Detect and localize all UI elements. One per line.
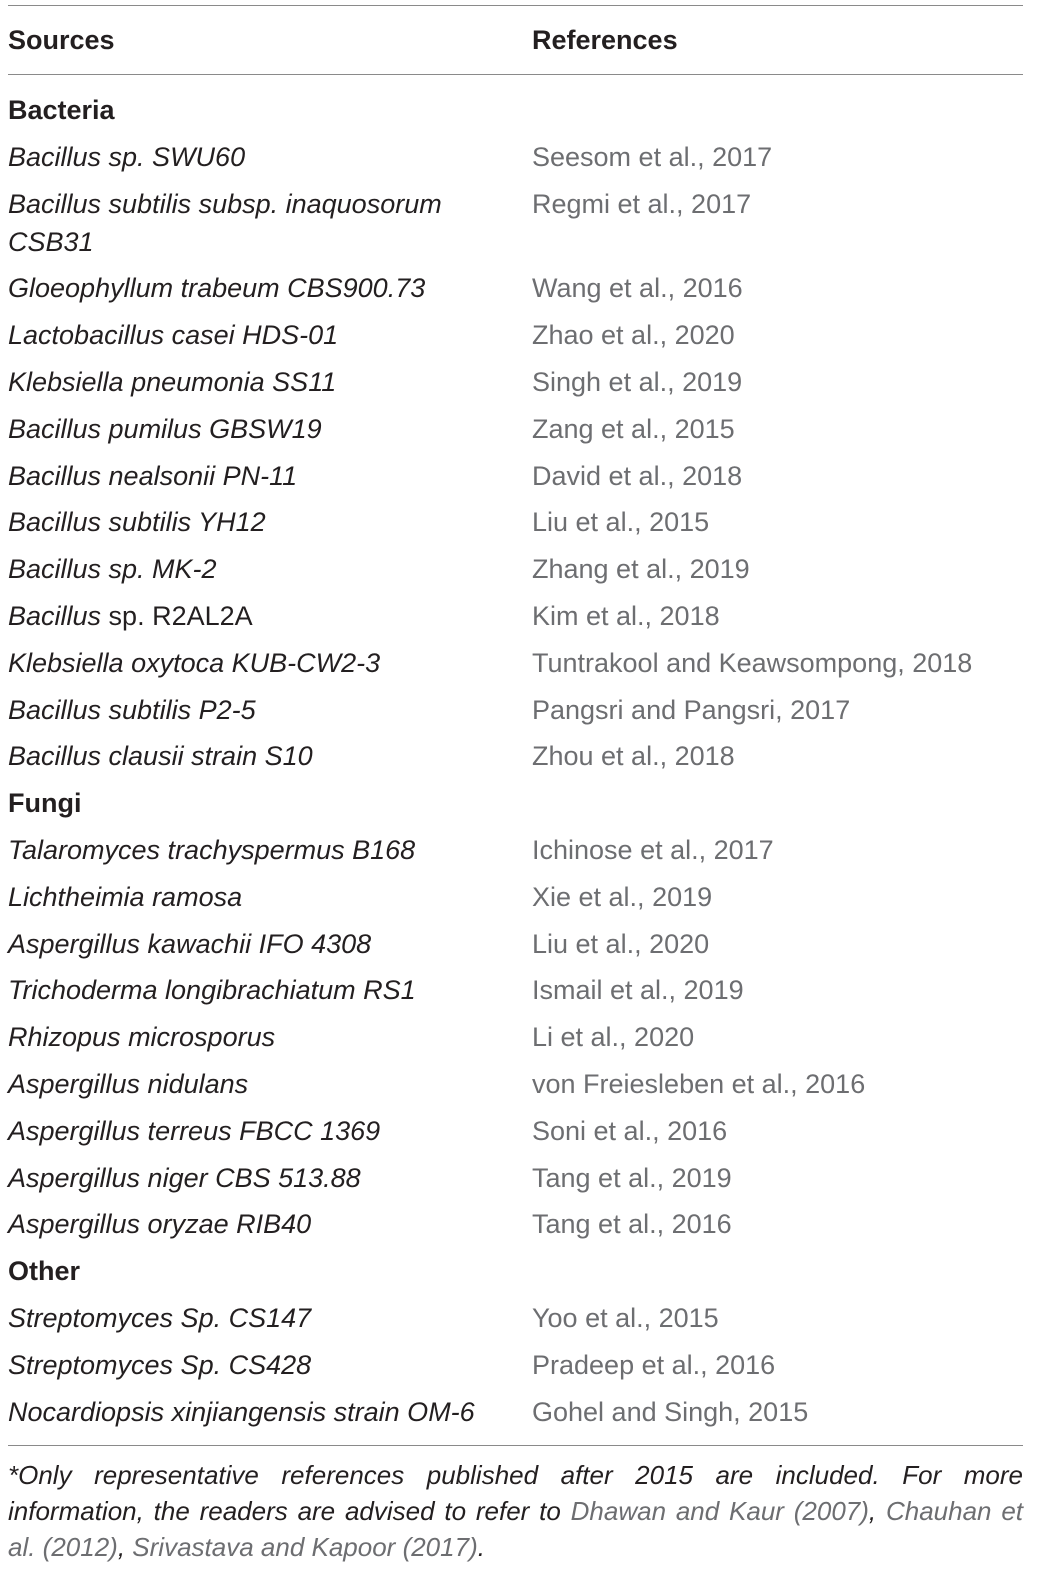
- source-name: Bacillus sp. SWU60: [8, 141, 246, 172]
- source-cell: [8, 831, 508, 869]
- reference-link[interactable]: Soni et al., 2016: [532, 1115, 728, 1146]
- source-name: Bacillus clausii strain S10: [8, 741, 313, 772]
- source-name: Aspergillus oryzae RIB40: [8, 1209, 312, 1240]
- reference-link[interactable]: Yoo et al., 2015: [532, 1303, 719, 1333]
- reference-link[interactable]: Gohel and Singh, 2015: [532, 1396, 809, 1427]
- reference-link[interactable]: von Freiesleben et al., 2016: [532, 1069, 866, 1099]
- reference-link[interactable]: Xie et al., 2019: [532, 881, 713, 912]
- source-cell: [8, 1018, 508, 1056]
- source-cell: [8, 457, 508, 495]
- source-name: Streptomyces Sp. CS428: [8, 1349, 312, 1380]
- reference-link[interactable]: Zang et al., 2015: [532, 413, 735, 444]
- table-top-rule: [8, 5, 1023, 6]
- source-name: Rhizopus microsporus: [8, 1022, 276, 1053]
- source-cell: [8, 971, 508, 1009]
- reference-link[interactable]: Tuntrakool and Keawsompong, 2018: [532, 647, 973, 678]
- source-cell: [8, 1159, 508, 1197]
- reference-link[interactable]: Liu et al., 2015: [532, 507, 710, 538]
- table-bottom-rule: [8, 1445, 1023, 1446]
- source-name: Trichoderma longibrachiatum RS1: [8, 975, 416, 1006]
- source-cell: [8, 597, 508, 635]
- source-name: Gloeophyllum trabeum CBS900.73: [8, 273, 426, 304]
- source-name: Bacillus subtilis P2-5: [8, 694, 256, 725]
- source-name: Aspergillus niger CBS 513.88: [8, 1162, 361, 1193]
- reference-link[interactable]: Tang et al., 2016: [532, 1209, 732, 1240]
- source-name: Bacillus nealsonii PN-11: [8, 460, 298, 491]
- source-strain: sp. R2AL2A: [101, 601, 253, 631]
- section-heading: Bacteria: [8, 95, 115, 125]
- source-name: Bacillus sp. MK-2: [8, 554, 217, 585]
- source-cell: [8, 1112, 508, 1150]
- source-cell: [8, 503, 508, 541]
- reference-link[interactable]: Zhou et al., 2018: [532, 741, 735, 772]
- table-footnote: [8, 1457, 1023, 1565]
- footnote-end: .: [477, 1532, 485, 1562]
- source-name: Aspergillus terreus FBCC 1369: [8, 1115, 381, 1146]
- reference-link[interactable]: Li et al., 2020: [532, 1022, 695, 1053]
- source-name: Klebsiella pneumonia SS11: [8, 367, 337, 397]
- source-name: Streptomyces Sp. CS147: [8, 1303, 312, 1333]
- reference-link[interactable]: Seesom et al., 2017: [532, 141, 773, 172]
- source-cell: [8, 691, 508, 729]
- header-references: References: [532, 25, 678, 55]
- reference-link[interactable]: Kim et al., 2018: [532, 601, 720, 631]
- footnote-separator: ,: [117, 1532, 133, 1562]
- reference-link[interactable]: Wang et al., 2016: [532, 273, 743, 304]
- footnote-text: *Only representative references published after 2015 are included. For more information, the readers are advised to refer to: [8, 1460, 1023, 1526]
- source-cell: [8, 1065, 508, 1103]
- source-name: Bacillus: [8, 601, 102, 631]
- source-name: Nocardiopsis xinjiangensis strain OM-6: [8, 1396, 475, 1427]
- footnote-separator: ,: [868, 1496, 886, 1526]
- reference-link[interactable]: Pangsri and Pangsri, 2017: [532, 694, 851, 725]
- header-rule: [8, 74, 1023, 75]
- reference-link[interactable]: Singh et al., 2019: [532, 367, 743, 397]
- footnote-citation-link[interactable]: Srivastava and Kapoor (2017): [132, 1532, 478, 1562]
- source-cell: [8, 138, 508, 176]
- reference-link[interactable]: Pradeep et al., 2016: [532, 1349, 776, 1380]
- source-name: Aspergillus nidulans: [8, 1069, 249, 1099]
- footnote-citation-link[interactable]: Chauhan et al. (2012): [8, 1496, 1023, 1562]
- source-cell: [8, 185, 508, 261]
- reference-link[interactable]: Ichinose et al., 2017: [532, 835, 774, 865]
- section-heading: Other: [8, 1256, 81, 1287]
- source-cell: [8, 1393, 508, 1431]
- source-cell: [8, 410, 508, 448]
- source-cell: [8, 363, 508, 401]
- reference-link[interactable]: Zhao et al., 2020: [532, 320, 735, 351]
- source-cell: [8, 550, 508, 588]
- reference-link[interactable]: Zhang et al., 2019: [532, 554, 750, 585]
- section-heading: Fungi: [8, 788, 82, 819]
- source-name: Bacillus subtilis YH12: [8, 507, 266, 538]
- source-name: Bacillus pumilus GBSW19: [8, 413, 322, 444]
- source-cell: [8, 644, 508, 682]
- source-cell: [8, 316, 508, 354]
- reference-link[interactable]: Liu et al., 2020: [532, 928, 710, 959]
- reference-link[interactable]: Tang et al., 2019: [532, 1162, 732, 1193]
- reference-link[interactable]: Ismail et al., 2019: [532, 975, 744, 1006]
- footnote-citation-link[interactable]: Dhawan and Kaur (2007): [570, 1496, 869, 1526]
- source-cell: [8, 925, 508, 963]
- source-cell: [8, 737, 508, 775]
- source-cell: [8, 878, 508, 916]
- reference-link[interactable]: Regmi et al., 2017: [532, 188, 752, 219]
- reference-link[interactable]: David et al., 2018: [532, 460, 743, 491]
- source-name: Bacillus subtilis subsp. inaquosorum CSB31: [8, 188, 442, 257]
- source-cell: [8, 1299, 508, 1337]
- source-name: Lactobacillus casei HDS-01: [8, 320, 339, 351]
- source-cell: [8, 269, 508, 307]
- header-sources: Sources: [8, 25, 115, 55]
- source-name: Klebsiella oxytoca KUB-CW2-3: [8, 647, 381, 678]
- source-name: Talaromyces trachyspermus B168: [8, 835, 416, 865]
- source-cell: [8, 1346, 508, 1384]
- source-name: Aspergillus kawachii IFO 4308: [8, 928, 372, 959]
- source-name: Lichtheimia ramosa: [8, 881, 243, 912]
- source-cell: [8, 1205, 508, 1243]
